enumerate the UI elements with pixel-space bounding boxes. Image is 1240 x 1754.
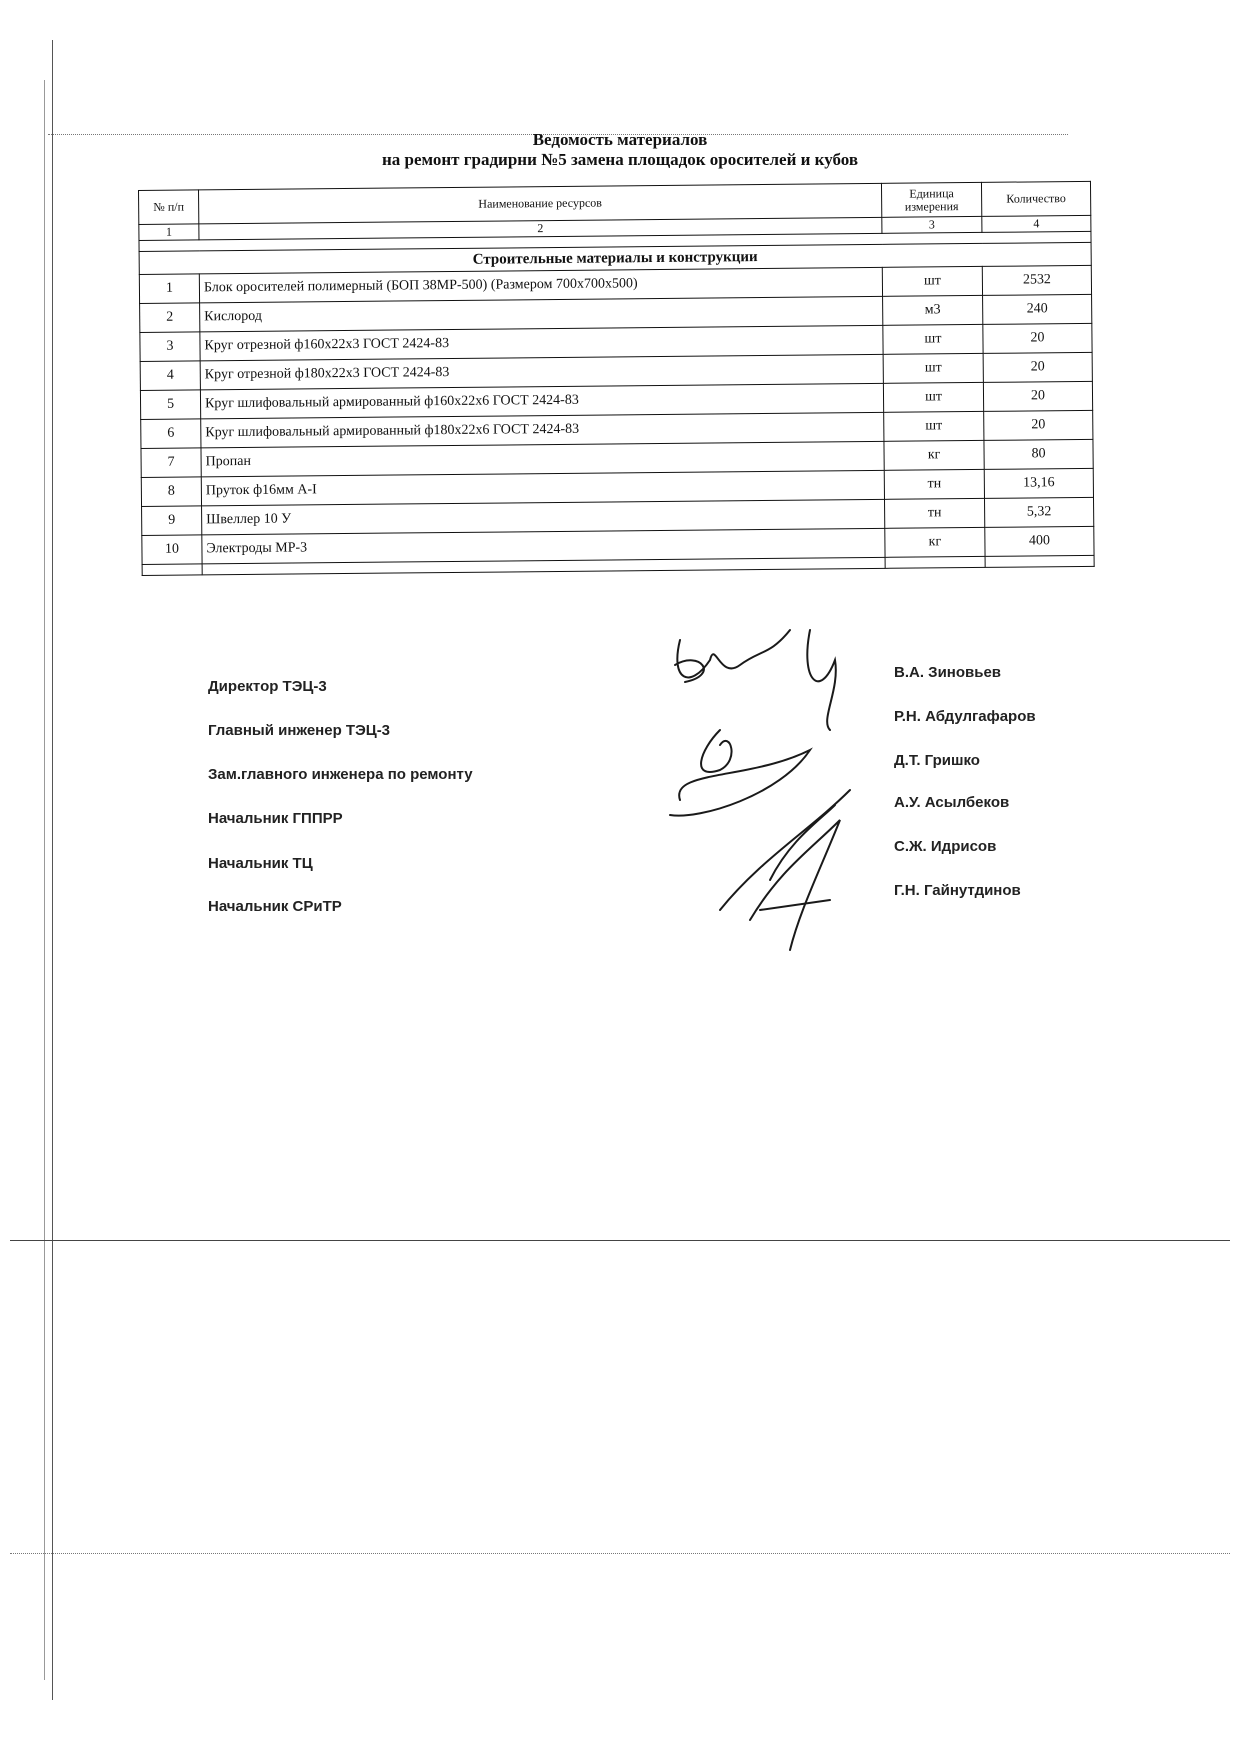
signer-title: Директор ТЭЦ-3	[208, 678, 327, 695]
quantity-cell: 5,32	[984, 497, 1093, 527]
signature-stroke	[701, 730, 731, 772]
signer-name: Д.Т. Гришко	[894, 752, 980, 769]
signer-title: Начальник СРиТР	[208, 898, 342, 915]
scan-dotted-separator	[10, 1553, 1230, 1554]
unit-cell: м3	[883, 295, 983, 325]
quantity-cell: 20	[984, 410, 1093, 440]
row-number-cell: 3	[140, 332, 200, 362]
row-number-cell: 8	[141, 477, 201, 507]
signature-stroke	[807, 630, 836, 730]
row-number-cell: 1	[139, 274, 199, 304]
signer-name: А.У. Асылбеков	[894, 794, 1010, 811]
section-title: Строительные материалы и конструкции	[139, 242, 1091, 274]
column-index: 4	[982, 215, 1091, 232]
resource-name-cell: Пруток ф16мм А-I	[201, 470, 884, 506]
header-name: Наименование ресурсов	[199, 183, 882, 224]
resource-name-cell: Электроды МР-3	[202, 528, 885, 564]
empty-cell	[142, 564, 202, 576]
document-subtitle: на ремонт градирни №5 замена площадок оросителей и кубов	[381, 150, 859, 169]
signature-stroke	[760, 900, 830, 910]
resource-name-cell: Пропан	[201, 441, 884, 477]
row-number-cell: 5	[140, 390, 200, 420]
signature-stroke	[677, 630, 790, 677]
quantity-cell: 20	[983, 323, 1092, 353]
quantity-cell: 2532	[982, 265, 1091, 295]
unit-cell: тн	[884, 469, 984, 499]
scan-edge-line-inner	[44, 80, 45, 1680]
signer-name: С.Ж. Идрисов	[894, 838, 997, 855]
column-index: 3	[882, 216, 982, 233]
column-index: 1	[139, 224, 199, 241]
resource-name-cell: Швеллер 10 У	[202, 499, 885, 535]
signer-title: Зам.главного инженера по ремонту	[208, 766, 473, 783]
quantity-cell: 20	[983, 381, 1092, 411]
unit-cell: шт	[883, 353, 983, 383]
signer-name: В.А. Зиновьев	[894, 664, 1002, 681]
unit-cell: шт	[882, 266, 982, 296]
header-qty: Количество	[981, 181, 1090, 216]
signer-title: Начальник ГППРР	[208, 810, 343, 827]
row-number-cell: 10	[142, 535, 202, 565]
signature-stroke	[770, 805, 835, 880]
unit-cell: шт	[883, 382, 983, 412]
signature-stroke	[670, 750, 810, 816]
materials-table	[138, 181, 1095, 576]
scan-fold-line	[10, 1240, 1230, 1241]
signer-name: Г.Н. Гайнутдинов	[894, 882, 1021, 899]
row-number-cell: 6	[141, 419, 201, 449]
resource-name-cell: Блок оросителей полимерный (БОП 38МР-500) (Размером 700х700х500)	[199, 267, 882, 303]
resource-name-cell: Круг шлифовальный армированный ф180х22х6 ГОСТ 2424-83	[201, 412, 884, 448]
row-number-cell: 7	[141, 448, 201, 478]
quantity-cell: 13,16	[984, 468, 1093, 498]
unit-cell: шт	[883, 324, 983, 354]
quantity-cell: 400	[985, 526, 1094, 556]
signer-name: Р.Н. Абдулгафаров	[894, 708, 1036, 725]
signature-stroke	[750, 820, 840, 950]
signer-title: Начальник ТЦ	[208, 855, 313, 872]
row-number-cell: 4	[140, 361, 200, 391]
handwritten-signatures	[660, 620, 900, 960]
column-index: 2	[199, 217, 882, 240]
unit-cell: шт	[884, 411, 984, 441]
quantity-cell: 20	[983, 352, 1092, 382]
unit-cell: тн	[885, 498, 985, 528]
resource-name-cell: Круг шлифовальный армированный ф160х22х6 ГОСТ 2424-83	[200, 383, 883, 419]
scan-edge-line	[52, 40, 53, 1700]
header-unit: Единица измерения	[881, 182, 981, 217]
resource-name-cell: Круг отрезной ф180х22х3 ГОСТ 2424-83	[200, 354, 883, 390]
unit-cell: кг	[885, 527, 985, 557]
resource-name-cell: Кислород	[200, 296, 883, 332]
quantity-cell: 80	[984, 439, 1093, 469]
unit-cell: кг	[884, 440, 984, 470]
document-title: Ведомость материалов	[532, 130, 708, 149]
quantity-cell: 240	[983, 294, 1092, 324]
row-number-cell: 2	[140, 303, 200, 333]
empty-cell	[985, 555, 1094, 567]
header-num: № п/п	[139, 190, 199, 225]
resource-name-cell: Круг отрезной ф160х22х3 ГОСТ 2424-83	[200, 325, 883, 361]
row-number-cell: 9	[142, 506, 202, 536]
signer-title: Главный инженер ТЭЦ-3	[208, 722, 391, 739]
empty-cell	[885, 556, 985, 568]
